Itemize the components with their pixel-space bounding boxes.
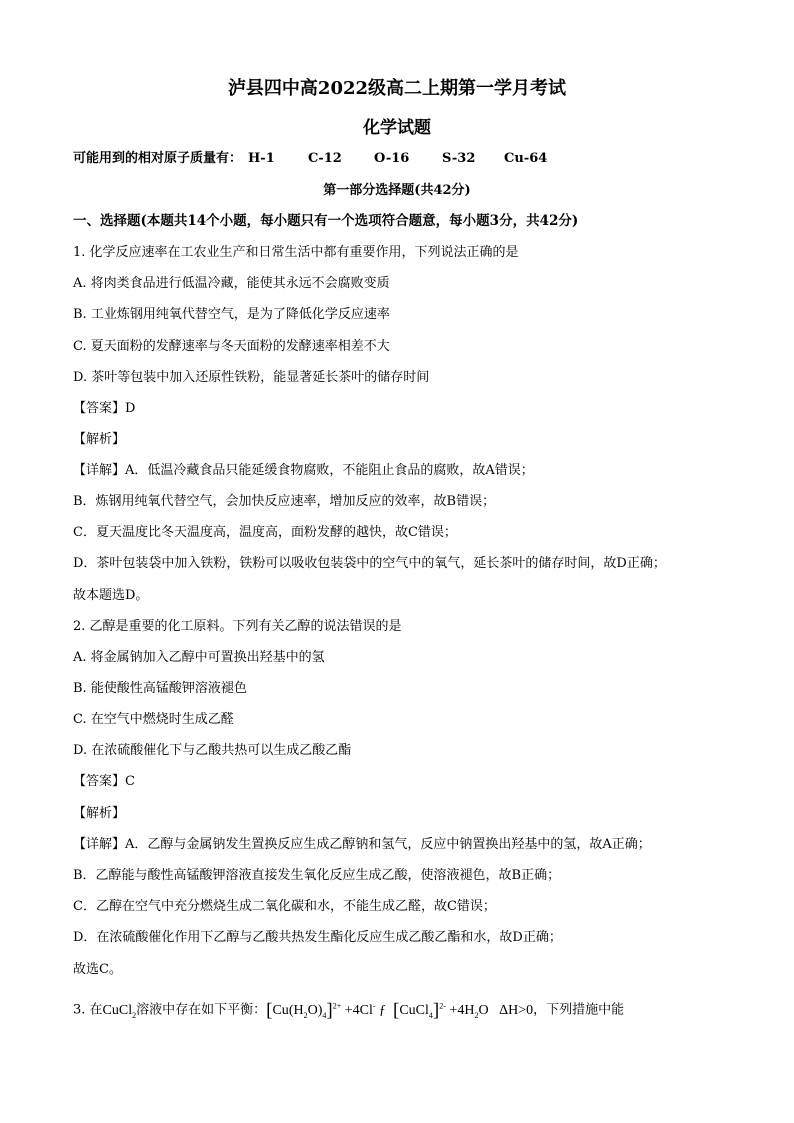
atomic-masses-label: 可能用到的相对原子质量有： <box>73 151 243 166</box>
q3-reagent: CuCl$_2$ <box>102 1002 137 1020</box>
q2-conclusion: 故选C。 <box>73 962 122 977</box>
q2-detail-d: D．在浓硫酸催化作用下乙醇与乙酸共热发生酯化反应生成乙酸乙酯和水，故D正确； <box>73 930 562 945</box>
q1-option-b: B. 工业炼钢用纯氧代替空气，是为了降低化学反应速率 <box>73 307 390 322</box>
q2-option-d: D. 在浓硫酸催化下与乙酸共热可以生成乙酸乙酯 <box>73 743 352 758</box>
q1-stem: 1. 化学反应速率在工农业生产和日常生活中都有重要作用，下列说法正确的是 <box>73 245 519 260</box>
q1-detail-b: B．炼钢用纯氧代替空气，会加快反应速率，增加反应的效率，故B错误； <box>73 494 496 509</box>
q2-answer: 【答案】C <box>73 774 135 789</box>
q2-option-a: A. 将金属钠加入乙醇中可置换出羟基中的氢 <box>73 650 325 665</box>
part-one-title: 第一部分选择题(共42分) <box>323 183 471 198</box>
mass-h: H-1 <box>248 151 275 166</box>
q3-prefix: 3. 在 <box>73 1002 103 1018</box>
mass-c: C-12 <box>308 151 342 166</box>
q2-detail-b: B．乙醇能与酸性高锰酸钾溶液直接发生氧化反应生成乙酸，使溶液褪色，故B正确； <box>73 868 561 883</box>
q2-stem: 2. 乙醇是重要的化工原料。下列有关乙醇的说法错误的是 <box>73 619 402 634</box>
exam-subtitle: 化学试题 <box>363 118 431 138</box>
q1-detail-d: D．茶叶包装袋中加入铁粉，铁粉可以吸收包装袋中的空气中的氧气，延长茶叶的储存时间，故D正确； <box>73 556 666 571</box>
q1-option-d: D. 茶叶等包装中加入还原性铁粉，能显著延长茶叶的储存时间 <box>73 370 430 385</box>
exam-title: 泸县四中高2022级高二上期第一学月考试 <box>227 78 567 99</box>
q2-analysis-label: 【解析】 <box>73 806 126 821</box>
q1-option-a: A. 将肉类食品进行低温冷藏，能使其永远不会腐败变质 <box>73 276 390 291</box>
q3-suffix: ，下列措施中能 <box>533 1002 625 1018</box>
q1-analysis-label: 【解析】 <box>73 432 126 447</box>
section-heading: 一、选择题(本题共14个小题，每小题只有一个选项符合题意，每小题3分，共42分) <box>73 213 579 229</box>
mass-cu: Cu-64 <box>504 151 548 166</box>
q2-option-c: C. 在空气中燃烧时生成乙醛 <box>73 712 234 727</box>
q1-option-c: C. 夏天面粉的发酵速率与冬天面粉的发酵速率相差不大 <box>73 339 390 354</box>
atomic-masses <box>73 150 547 168</box>
q2-detail-c: C．乙醇在空气中充分燃烧生成二氧化碳和水，不能生成乙醛，故C错误； <box>73 899 496 914</box>
mass-s: S-32 <box>442 151 476 166</box>
mass-o: O-16 <box>374 151 410 166</box>
q1-detail-a: 【详解】A．低温冷藏食品只能延缓食物腐败，不能阻止食品的腐败，故A错误； <box>73 463 534 478</box>
q2-detail-a: 【详解】A．乙醇与金属钠发生置换反应生成乙醇钠和氢气，反应中钠置换出羟基中的氢，故A正确； <box>73 837 651 852</box>
q3-equation: $[Cu(H_2O)_4]^{2+} +4Cl^-$ ƒ [CuCl$_4$]$^{2-}$ $+4H_2O$ ΔH>0 <box>266 999 534 1021</box>
q1-conclusion: 故本题选D。 <box>73 588 149 603</box>
q2-option-b: B. 能使酸性高锰酸钾溶液褪色 <box>73 681 247 696</box>
q3-stem <box>73 995 624 1026</box>
q1-answer: 【答案】D <box>73 401 136 416</box>
q3-mid: 溶液中存在如下平衡： <box>136 1002 267 1018</box>
q1-detail-c: C．夏天温度比冬天温度高，温度高，面粉发酵的越快，故C错误； <box>73 525 457 540</box>
